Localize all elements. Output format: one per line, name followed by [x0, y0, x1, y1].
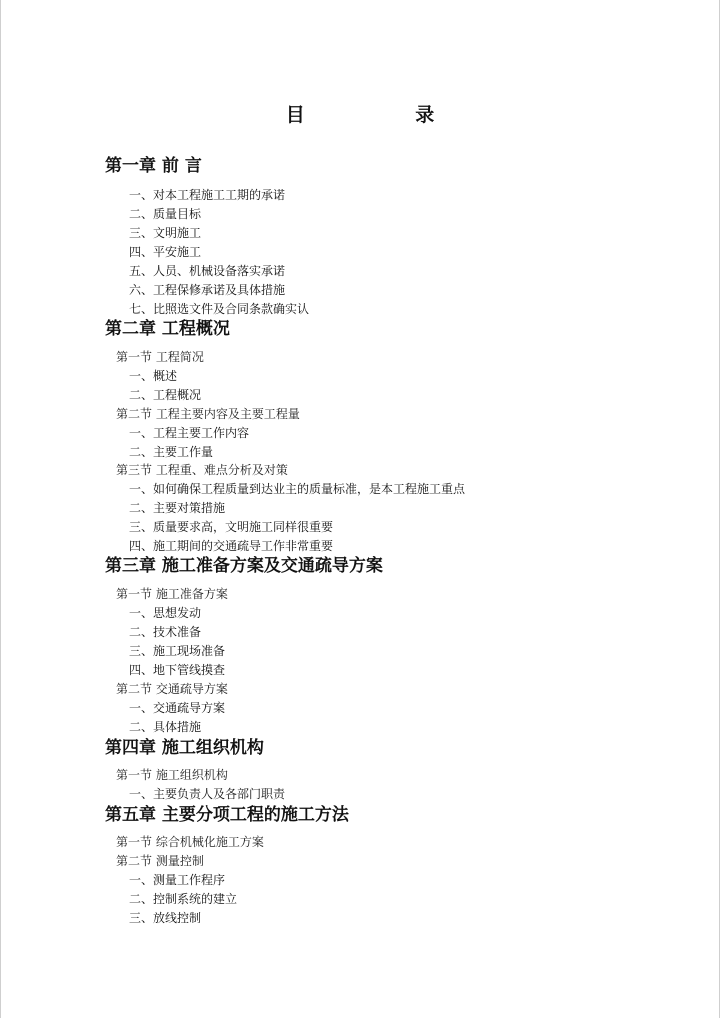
toc-item: 四、地下管线摸查	[129, 663, 226, 677]
toc-item: 四、平安施工	[129, 245, 202, 259]
toc-item: 三、文明施工	[129, 226, 202, 240]
toc-chapter: 第五章 主要分项工程的施工方法	[105, 805, 349, 825]
toc-item: 二、工程概况	[129, 388, 202, 402]
toc-section: 第一节 施工组织机构	[116, 768, 228, 782]
toc-item: 三、质量要求高，文明施工同样很重要	[129, 520, 334, 534]
toc-chapter: 第一章 前 言	[105, 156, 202, 176]
toc-item: 一、对本工程施工工期的承诺	[129, 188, 286, 202]
toc-item: 二、具体措施	[129, 720, 202, 734]
toc-item: 四、施工期间的交通疏导工作非常重要	[129, 539, 334, 553]
toc-item: 一、测量工作程序	[129, 873, 226, 887]
toc-section: 第三节 工程重、难点分析及对策	[116, 463, 288, 477]
toc-item: 一、思想发动	[129, 606, 202, 620]
toc-item: 一、主要负责人及各部门职责	[129, 787, 286, 801]
toc-section: 第二节 交通疏导方案	[116, 682, 228, 696]
toc-item: 六、工程保修承诺及具体措施	[129, 283, 286, 297]
toc-title: 目 录	[285, 104, 487, 126]
toc-item: 二、控制系统的建立	[129, 892, 238, 906]
toc-item: 一、交通疏导方案	[129, 701, 226, 715]
toc-section: 第二节 工程主要内容及主要工程量	[116, 407, 300, 421]
toc-item: 二、技术准备	[129, 625, 202, 639]
toc-item: 五、人员、机械设备落实承诺	[129, 264, 286, 278]
toc-item: 三、放线控制	[129, 911, 202, 925]
toc-item: 一、概述	[129, 369, 178, 383]
toc-item: 二、主要工作量	[129, 445, 214, 459]
toc-item: 七、比照选文件及合同条款确实认	[129, 302, 310, 316]
toc-chapter: 第二章 工程概况	[105, 319, 230, 339]
toc-chapter: 第四章 施工组织机构	[105, 738, 264, 758]
toc-item: 一、如何确保工程质量到达业主的质量标准，是本工程施工重点	[129, 482, 466, 496]
toc-item: 二、质量目标	[129, 207, 202, 221]
toc-section: 第二节 测量控制	[116, 854, 204, 868]
toc-section: 第一节 施工准备方案	[116, 587, 228, 601]
toc-chapter: 第三章 施工准备方案及交通疏导方案	[105, 556, 383, 576]
toc-section: 第一节 工程简况	[116, 350, 204, 364]
toc-item: 一、工程主要工作内容	[129, 426, 250, 440]
toc-section: 第一节 综合机械化施工方案	[116, 835, 264, 849]
toc-item: 三、施工现场准备	[129, 644, 226, 658]
toc-item: 二、主要对策措施	[129, 501, 226, 515]
